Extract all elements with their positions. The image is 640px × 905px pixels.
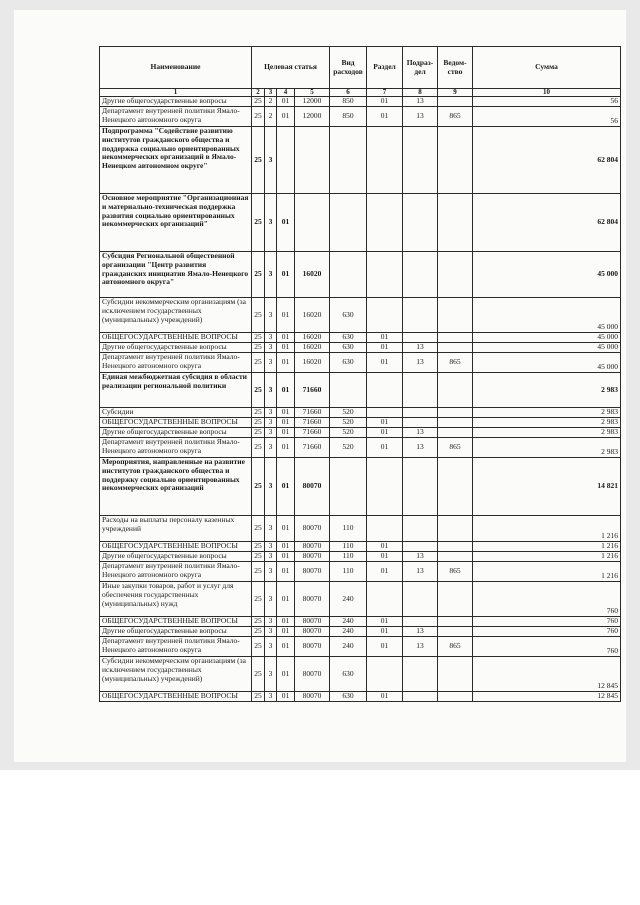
subsection-cell: 13: [403, 552, 438, 562]
section-cell: 01: [367, 627, 403, 637]
row-name-cell: Расходы на выплаты персоналу казенных учреждений: [100, 516, 252, 542]
column-number: 8: [403, 89, 438, 97]
row-name-cell: Субсидия Региональной общественной организации "Центр развития гражданских инициатив Ямало-Ненецкого автономного округа": [100, 252, 252, 298]
department-cell: [438, 458, 473, 516]
amount-cell: 45 000: [473, 333, 621, 343]
amount-cell: 1 216: [473, 562, 621, 582]
table-row: [100, 428, 621, 438]
target-code-cell: 80070: [295, 617, 330, 627]
section-cell: 01: [367, 353, 403, 373]
row-name-cell: Департамент внутренней политики Ямало-Ненецкого автономного округа: [100, 637, 252, 657]
target-code-cell: 01: [277, 657, 295, 692]
section-cell: 01: [367, 692, 403, 702]
section-cell: 01: [367, 107, 403, 127]
target-code-cell: 01: [277, 582, 295, 617]
amount-cell: 62 804: [473, 194, 621, 252]
department-cell: [438, 418, 473, 428]
subsection-cell: [403, 692, 438, 702]
target-code-cell: 71660: [295, 428, 330, 438]
target-code-cell: 80070: [295, 627, 330, 637]
target-code-cell: 25: [252, 194, 265, 252]
target-code-cell: 80070: [295, 692, 330, 702]
expense-type-cell: 520: [330, 438, 367, 458]
target-code-cell: 12000: [295, 107, 330, 127]
subsection-cell: 13: [403, 428, 438, 438]
target-code-cell: 25: [252, 127, 265, 194]
target-code-cell: 25: [252, 692, 265, 702]
section-cell: [367, 516, 403, 542]
target-code-cell: 25: [252, 562, 265, 582]
column-number: 3: [265, 89, 277, 97]
expense-type-cell: 850: [330, 107, 367, 127]
section-cell: 01: [367, 438, 403, 458]
target-code-cell: 80070: [295, 637, 330, 657]
table-row: [100, 657, 621, 692]
target-code-cell: 01: [277, 343, 295, 353]
section-cell: 01: [367, 333, 403, 343]
target-code-cell: 25: [252, 333, 265, 343]
target-code-cell: 16020: [295, 343, 330, 353]
target-code-cell: 01: [277, 552, 295, 562]
amount-cell: 760: [473, 637, 621, 657]
row-name-cell: Мероприятия, направленные на развитие институтов гражданского общества и поддержку социально ориентированных некоммерческих организаций: [100, 458, 252, 516]
target-code-cell: 3: [265, 373, 277, 408]
amount-cell: 2 983: [473, 428, 621, 438]
department-cell: [438, 373, 473, 408]
column-number: 5: [295, 89, 330, 97]
row-name-cell: Субсидии некоммерческим организациям (за исключением государственных (муниципальных) учреждений): [100, 298, 252, 333]
subsection-cell: [403, 542, 438, 552]
target-code-cell: 25: [252, 458, 265, 516]
target-code-cell: 80070: [295, 458, 330, 516]
column-numbers-row: [100, 89, 621, 97]
table-row: [100, 627, 621, 637]
row-name-cell: Основное мероприятие "Организационная и материально-техническая поддержка развития социально ориентированных некоммерческих организаций": [100, 194, 252, 252]
section-cell: [367, 458, 403, 516]
target-code-cell: 25: [252, 637, 265, 657]
target-code-cell: [277, 127, 295, 194]
expense-type-cell: [330, 194, 367, 252]
target-code-cell: 25: [252, 343, 265, 353]
target-code-cell: 25: [252, 298, 265, 333]
target-code-cell: 25: [252, 252, 265, 298]
column-number: 9: [438, 89, 473, 97]
subsection-cell: 13: [403, 562, 438, 582]
subsection-cell: [403, 408, 438, 418]
target-code-cell: 25: [252, 516, 265, 542]
expense-type-cell: 240: [330, 637, 367, 657]
amount-cell: 14 821: [473, 458, 621, 516]
section-cell: 01: [367, 343, 403, 353]
target-code-cell: 25: [252, 617, 265, 627]
table-row: [100, 353, 621, 373]
row-name-cell: Департамент внутренней политики Ямало-Ненецкого автономного округа: [100, 562, 252, 582]
amount-cell: 12 845: [473, 657, 621, 692]
subsection-cell: [403, 127, 438, 194]
department-cell: [438, 428, 473, 438]
expense-type-cell: [330, 458, 367, 516]
expense-type-cell: 110: [330, 562, 367, 582]
table-row: [100, 107, 621, 127]
row-name-cell: Субсидии: [100, 408, 252, 418]
department-cell: [438, 408, 473, 418]
column-number: 10: [473, 89, 621, 97]
target-code-cell: 25: [252, 418, 265, 428]
subsection-cell: [403, 657, 438, 692]
subsection-cell: 13: [403, 97, 438, 107]
expense-type-cell: 630: [330, 298, 367, 333]
table-row: [100, 438, 621, 458]
department-cell: [438, 552, 473, 562]
department-cell: [438, 542, 473, 552]
target-code-cell: 3: [265, 428, 277, 438]
amount-cell: 1 216: [473, 516, 621, 542]
target-code-cell: 25: [252, 627, 265, 637]
target-code-cell: 01: [277, 353, 295, 373]
target-code-cell: 01: [277, 542, 295, 552]
target-code-cell: 3: [265, 438, 277, 458]
amount-cell: 45 000: [473, 252, 621, 298]
amount-cell: 62 804: [473, 127, 621, 194]
target-code-cell: 3: [265, 418, 277, 428]
column-number: 6: [330, 89, 367, 97]
target-code-cell: 01: [277, 627, 295, 637]
target-code-cell: [295, 194, 330, 252]
section-cell: 01: [367, 97, 403, 107]
target-code-cell: 01: [277, 107, 295, 127]
target-code-cell: 3: [265, 552, 277, 562]
target-code-cell: 01: [277, 194, 295, 252]
amount-cell: 760: [473, 617, 621, 627]
section-cell: 01: [367, 637, 403, 657]
subsection-cell: [403, 418, 438, 428]
target-code-cell: 2: [265, 107, 277, 127]
target-code-cell: 25: [252, 582, 265, 617]
table-body: [100, 97, 621, 702]
target-code-cell: 80070: [295, 552, 330, 562]
target-code-cell: 80070: [295, 562, 330, 582]
expense-type-cell: 630: [330, 343, 367, 353]
target-code-cell: 2: [265, 97, 277, 107]
expense-type-cell: 630: [330, 692, 367, 702]
amount-cell: 1 216: [473, 542, 621, 552]
subsection-cell: 13: [403, 107, 438, 127]
department-cell: [438, 692, 473, 702]
target-code-cell: 16020: [295, 333, 330, 343]
column-number: 7: [367, 89, 403, 97]
table-row: [100, 516, 621, 542]
row-name-cell: ОБЩЕГОСУДАРСТВЕННЫЕ ВОПРОСЫ: [100, 418, 252, 428]
department-cell: [438, 617, 473, 627]
target-code-cell: 01: [277, 562, 295, 582]
amount-cell: 45 000: [473, 298, 621, 333]
amount-cell: 2 983: [473, 438, 621, 458]
target-code-cell: 3: [265, 617, 277, 627]
subsection-cell: [403, 617, 438, 627]
department-cell: [438, 657, 473, 692]
department-cell: [438, 516, 473, 542]
target-code-cell: 25: [252, 438, 265, 458]
department-cell: 865: [438, 107, 473, 127]
section-cell: [367, 657, 403, 692]
table-row: [100, 617, 621, 627]
table-row: [100, 458, 621, 516]
column-number: 2: [252, 89, 265, 97]
header-name: Наименование: [100, 47, 252, 89]
expense-type-cell: 240: [330, 617, 367, 627]
amount-cell: 760: [473, 627, 621, 637]
budget-table: [99, 46, 621, 702]
header-department: Ведом-ство: [438, 47, 473, 89]
target-code-cell: 25: [252, 657, 265, 692]
row-name-cell: Другие общегосударственные вопросы: [100, 428, 252, 438]
amount-cell: 760: [473, 582, 621, 617]
department-cell: [438, 97, 473, 107]
expense-type-cell: 630: [330, 333, 367, 343]
target-code-cell: 80070: [295, 582, 330, 617]
column-number: 1: [100, 89, 252, 97]
table-row: [100, 637, 621, 657]
target-code-cell: 3: [265, 298, 277, 333]
row-name-cell: ОБЩЕГОСУДАРСТВЕННЫЕ ВОПРОСЫ: [100, 617, 252, 627]
row-name-cell: Департамент внутренней политики Ямало-Ненецкого автономного округа: [100, 438, 252, 458]
expense-type-cell: 520: [330, 428, 367, 438]
target-code-cell: 3: [265, 627, 277, 637]
target-code-cell: 01: [277, 298, 295, 333]
target-code-cell: 3: [265, 516, 277, 542]
target-code-cell: 25: [252, 428, 265, 438]
target-code-cell: 3: [265, 252, 277, 298]
target-code-cell: 25: [252, 107, 265, 127]
table-row: [100, 343, 621, 353]
subsection-cell: 13: [403, 637, 438, 657]
target-code-cell: 01: [277, 438, 295, 458]
department-cell: [438, 194, 473, 252]
target-code-cell: 01: [277, 617, 295, 627]
section-cell: [367, 298, 403, 333]
department-cell: [438, 333, 473, 343]
row-name-cell: Департамент внутренней политики Ямало-Ненецкого автономного округа: [100, 107, 252, 127]
expense-type-cell: 520: [330, 418, 367, 428]
department-cell: [438, 582, 473, 617]
subsection-cell: [403, 582, 438, 617]
target-code-cell: 71660: [295, 408, 330, 418]
target-code-cell: 01: [277, 458, 295, 516]
row-name-cell: ОБЩЕГОСУДАРСТВЕННЫЕ ВОПРОСЫ: [100, 333, 252, 343]
subsection-cell: [403, 194, 438, 252]
target-code-cell: 3: [265, 353, 277, 373]
section-cell: 01: [367, 428, 403, 438]
expense-type-cell: 240: [330, 627, 367, 637]
expense-type-cell: 850: [330, 97, 367, 107]
section-cell: [367, 127, 403, 194]
target-code-cell: 25: [252, 373, 265, 408]
header-subsection: Подраз-дел: [403, 47, 438, 89]
expense-type-cell: 520: [330, 408, 367, 418]
target-code-cell: 12000: [295, 97, 330, 107]
amount-cell: 12 845: [473, 692, 621, 702]
column-number: 4: [277, 89, 295, 97]
table-row: [100, 692, 621, 702]
subsection-cell: 13: [403, 343, 438, 353]
target-code-cell: 3: [265, 582, 277, 617]
target-code-cell: 25: [252, 542, 265, 552]
table-row: [100, 252, 621, 298]
row-name-cell: ОБЩЕГОСУДАРСТВЕННЫЕ ВОПРОСЫ: [100, 692, 252, 702]
target-code-cell: 16020: [295, 353, 330, 373]
target-code-cell: 25: [252, 408, 265, 418]
row-name-cell: Другие общегосударственные вопросы: [100, 627, 252, 637]
target-code-cell: 01: [277, 428, 295, 438]
expense-type-cell: 110: [330, 542, 367, 552]
expense-type-cell: [330, 252, 367, 298]
expense-type-cell: 110: [330, 516, 367, 542]
target-code-cell: 01: [277, 252, 295, 298]
target-code-cell: 80070: [295, 657, 330, 692]
subsection-cell: [403, 458, 438, 516]
target-code-cell: 3: [265, 127, 277, 194]
header-amount: Сумма: [473, 47, 621, 89]
target-code-cell: 3: [265, 408, 277, 418]
table-row: [100, 298, 621, 333]
target-code-cell: 01: [277, 516, 295, 542]
target-code-cell: 01: [277, 637, 295, 657]
subsection-cell: [403, 252, 438, 298]
section-cell: 01: [367, 552, 403, 562]
target-code-cell: 25: [252, 353, 265, 373]
table-header-row: [100, 47, 621, 89]
table-row: [100, 127, 621, 194]
table-row: [100, 542, 621, 552]
amount-cell: 2 983: [473, 373, 621, 408]
subsection-cell: [403, 298, 438, 333]
expense-type-cell: 110: [330, 552, 367, 562]
expense-type-cell: 630: [330, 657, 367, 692]
section-cell: 01: [367, 617, 403, 627]
section-cell: [367, 408, 403, 418]
expense-type-cell: 630: [330, 353, 367, 373]
subsection-cell: 13: [403, 438, 438, 458]
department-cell: [438, 627, 473, 637]
amount-cell: 45 000: [473, 343, 621, 353]
target-code-cell: 25: [252, 97, 265, 107]
target-code-cell: 3: [265, 542, 277, 552]
amount-cell: 1 216: [473, 552, 621, 562]
header-section: Раздел: [367, 47, 403, 89]
row-name-cell: Субсидии некоммерческим организациям (за исключением государственных (муниципальных) учреждений): [100, 657, 252, 692]
target-code-cell: 16020: [295, 252, 330, 298]
table-row: [100, 194, 621, 252]
row-name-cell: Единая межбюджетная субсидия в области реализации региональной политики: [100, 373, 252, 408]
row-name-cell: Другие общегосударственные вопросы: [100, 97, 252, 107]
target-code-cell: 01: [277, 97, 295, 107]
amount-cell: 2 983: [473, 408, 621, 418]
target-code-cell: 3: [265, 657, 277, 692]
amount-cell: 56: [473, 107, 621, 127]
table-row: [100, 582, 621, 617]
target-code-cell: 71660: [295, 373, 330, 408]
department-cell: 865: [438, 562, 473, 582]
row-name-cell: Департамент внутренней политики Ямало-Ненецкого автономного округа: [100, 353, 252, 373]
row-name-cell: Иные закупки товаров, работ и услуг для обеспечения государственных (муниципальных) нужд: [100, 582, 252, 617]
target-code-cell: 01: [277, 333, 295, 343]
subsection-cell: [403, 333, 438, 343]
target-code-cell: 3: [265, 194, 277, 252]
department-cell: 865: [438, 353, 473, 373]
target-code-cell: 3: [265, 333, 277, 343]
target-code-cell: 71660: [295, 418, 330, 428]
department-cell: [438, 343, 473, 353]
amount-cell: 56: [473, 97, 621, 107]
target-code-cell: 01: [277, 408, 295, 418]
department-cell: 865: [438, 637, 473, 657]
department-cell: [438, 252, 473, 298]
section-cell: 01: [367, 562, 403, 582]
expense-type-cell: 240: [330, 582, 367, 617]
row-name-cell: ОБЩЕГОСУДАРСТВЕННЫЕ ВОПРОСЫ: [100, 542, 252, 552]
section-cell: 01: [367, 542, 403, 552]
target-code-cell: 25: [252, 552, 265, 562]
row-name-cell: Подпрограмма "Содействие развитию институтов гражданского общества и поддержка социально ориентированных некоммерческих организаций в Ямало-Ненецком автономном округе": [100, 127, 252, 194]
table-row: [100, 552, 621, 562]
department-cell: [438, 127, 473, 194]
expense-type-cell: [330, 127, 367, 194]
target-code-cell: 3: [265, 562, 277, 582]
table-row: [100, 408, 621, 418]
section-cell: 01: [367, 418, 403, 428]
header-expense-type: Вид расходов: [330, 47, 367, 89]
department-cell: [438, 298, 473, 333]
expense-type-cell: [330, 373, 367, 408]
target-code-cell: 71660: [295, 438, 330, 458]
header-target-article: Целевая статья: [252, 47, 330, 89]
subsection-cell: [403, 516, 438, 542]
target-code-cell: 01: [277, 418, 295, 428]
target-code-cell: 3: [265, 692, 277, 702]
table-row: [100, 333, 621, 343]
amount-cell: 45 000: [473, 353, 621, 373]
target-code-cell: 3: [265, 458, 277, 516]
subsection-cell: [403, 373, 438, 408]
row-name-cell: Другие общегосударственные вопросы: [100, 552, 252, 562]
department-cell: 865: [438, 438, 473, 458]
row-name-cell: Другие общегосударственные вопросы: [100, 343, 252, 353]
target-code-cell: 3: [265, 637, 277, 657]
subsection-cell: 13: [403, 627, 438, 637]
target-code-cell: [295, 127, 330, 194]
target-code-cell: 80070: [295, 542, 330, 552]
target-code-cell: 01: [277, 373, 295, 408]
table-row: [100, 373, 621, 408]
table-row: [100, 562, 621, 582]
section-cell: [367, 582, 403, 617]
target-code-cell: 3: [265, 343, 277, 353]
amount-cell: 2 983: [473, 418, 621, 428]
section-cell: [367, 252, 403, 298]
target-code-cell: 16020: [295, 298, 330, 333]
section-cell: [367, 194, 403, 252]
table-row: [100, 97, 621, 107]
target-code-cell: 80070: [295, 516, 330, 542]
subsection-cell: 13: [403, 353, 438, 373]
target-code-cell: 01: [277, 692, 295, 702]
table-row: [100, 418, 621, 428]
section-cell: [367, 373, 403, 408]
